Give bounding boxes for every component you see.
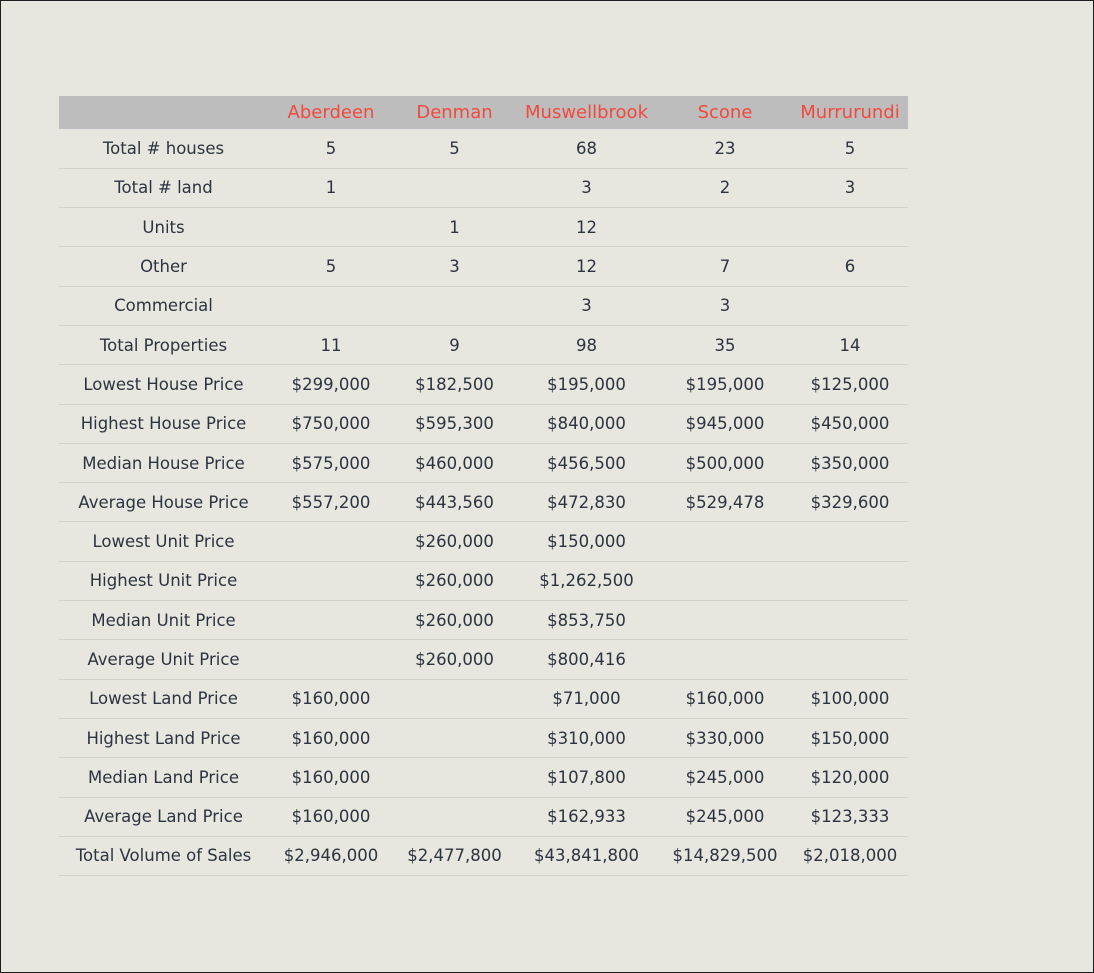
table-cell — [792, 601, 908, 640]
table-row — [59, 404, 908, 443]
property-sales-table — [59, 96, 908, 876]
table-cell — [658, 640, 792, 679]
table-row — [59, 679, 908, 718]
table-cell: $1,262,500 — [515, 561, 658, 600]
table-cell: 1 — [394, 208, 515, 247]
table-cell: $500,000 — [658, 443, 792, 482]
table-cell: $123,333 — [792, 797, 908, 836]
table-cell: $450,000 — [792, 404, 908, 443]
table-cell: $71,000 — [515, 679, 658, 718]
table-cell: 11 — [268, 325, 394, 364]
table-cell — [658, 208, 792, 247]
table-cell — [658, 561, 792, 600]
table-cell: $14,829,500 — [658, 836, 792, 875]
table-cell: 1 — [268, 168, 394, 207]
table-cell: $120,000 — [792, 758, 908, 797]
table-cell: 35 — [658, 325, 792, 364]
row-label: Median House Price — [59, 443, 268, 482]
table-row — [59, 640, 908, 679]
row-label: Total # land — [59, 168, 268, 207]
table-cell: $350,000 — [792, 443, 908, 482]
table-cell: $150,000 — [792, 718, 908, 757]
table-row — [59, 797, 908, 836]
table-row — [59, 601, 908, 640]
table-cell — [394, 797, 515, 836]
table-cell: 5 — [792, 129, 908, 168]
table-cell: $840,000 — [515, 404, 658, 443]
column-header-scone: Scone — [697, 102, 753, 123]
table-cell — [268, 522, 394, 561]
table-header-row — [59, 96, 908, 129]
table-cell: $160,000 — [268, 718, 394, 757]
table-cell: $125,000 — [792, 365, 908, 404]
row-label: Total Properties — [59, 325, 268, 364]
row-label: Average Unit Price — [59, 640, 268, 679]
table-cell: $575,000 — [268, 443, 394, 482]
table-cell: $2,477,800 — [394, 836, 515, 875]
table-cell — [792, 640, 908, 679]
table-row — [59, 247, 908, 286]
table-cell — [792, 561, 908, 600]
table-cell — [792, 286, 908, 325]
table-cell: $182,500 — [394, 365, 515, 404]
table-cell: $260,000 — [394, 522, 515, 561]
table-cell: 3 — [792, 168, 908, 207]
table-body — [59, 129, 908, 876]
row-label: Other — [59, 247, 268, 286]
table-cell: 14 — [792, 325, 908, 364]
table-cell — [268, 561, 394, 600]
table-cell — [268, 601, 394, 640]
table-cell: $853,750 — [515, 601, 658, 640]
table-cell — [658, 601, 792, 640]
table-cell: 6 — [792, 247, 908, 286]
table-cell: $245,000 — [658, 797, 792, 836]
table-cell: $162,933 — [515, 797, 658, 836]
table-cell — [792, 522, 908, 561]
table-cell: 3 — [394, 247, 515, 286]
table-row — [59, 561, 908, 600]
row-label: Lowest Unit Price — [59, 522, 268, 561]
table-cell: $329,600 — [792, 483, 908, 522]
table-cell: $595,300 — [394, 404, 515, 443]
table-cell: $2,946,000 — [268, 836, 394, 875]
table-cell — [394, 758, 515, 797]
table-row — [59, 758, 908, 797]
table-cell: $945,000 — [658, 404, 792, 443]
table-cell: 3 — [515, 286, 658, 325]
table-row — [59, 483, 908, 522]
row-label: Highest Land Price — [59, 718, 268, 757]
row-label: Total Volume of Sales — [59, 836, 268, 875]
table-cell: $472,830 — [515, 483, 658, 522]
table-cell: $330,000 — [658, 718, 792, 757]
table-cell — [394, 286, 515, 325]
table-cell: $529,478 — [658, 483, 792, 522]
table-cell: $43,841,800 — [515, 836, 658, 875]
table-row — [59, 443, 908, 482]
row-label: Units — [59, 208, 268, 247]
table-cell: $557,200 — [268, 483, 394, 522]
table-cell — [394, 679, 515, 718]
table-cell: 5 — [268, 129, 394, 168]
table-cell — [394, 718, 515, 757]
table-cell: $800,416 — [515, 640, 658, 679]
table-cell: 12 — [515, 208, 658, 247]
table-cell: 98 — [515, 325, 658, 364]
table-cell: 5 — [394, 129, 515, 168]
table-cell: $260,000 — [394, 640, 515, 679]
table-cell: $150,000 — [515, 522, 658, 561]
row-label: Median Land Price — [59, 758, 268, 797]
column-header-muswellbrook: Muswellbrook — [525, 102, 648, 123]
table-cell: $195,000 — [515, 365, 658, 404]
table-row — [59, 522, 908, 561]
table-cell: 2 — [658, 168, 792, 207]
table-cell: $160,000 — [658, 679, 792, 718]
table-cell: $2,018,000 — [792, 836, 908, 875]
table-row — [59, 836, 908, 875]
table-row — [59, 286, 908, 325]
table-cell: $195,000 — [658, 365, 792, 404]
table-cell: 9 — [394, 325, 515, 364]
table-cell: $245,000 — [658, 758, 792, 797]
table-cell: $460,000 — [394, 443, 515, 482]
table-row — [59, 168, 908, 207]
table-cell: $260,000 — [394, 601, 515, 640]
table-cell: $160,000 — [268, 758, 394, 797]
table-row — [59, 365, 908, 404]
row-label: Median Unit Price — [59, 601, 268, 640]
row-label: Total # houses — [59, 129, 268, 168]
table-cell — [394, 168, 515, 207]
table-cell — [268, 640, 394, 679]
table-cell: $260,000 — [394, 561, 515, 600]
row-label: Highest House Price — [59, 404, 268, 443]
row-label: Commercial — [59, 286, 268, 325]
table-cell: $107,800 — [515, 758, 658, 797]
table-cell: $100,000 — [792, 679, 908, 718]
column-header-denman: Denman — [416, 102, 493, 123]
table-row — [59, 325, 908, 364]
table-cell: 68 — [515, 129, 658, 168]
table-cell: 7 — [658, 247, 792, 286]
table-cell — [792, 208, 908, 247]
column-header-aberdeen: Aberdeen — [287, 102, 375, 123]
table-cell — [268, 286, 394, 325]
row-label: Average House Price — [59, 483, 268, 522]
row-label: Lowest Land Price — [59, 679, 268, 718]
table-cell: $160,000 — [268, 797, 394, 836]
table-cell: 23 — [658, 129, 792, 168]
table-cell: $750,000 — [268, 404, 394, 443]
table-cell: 12 — [515, 247, 658, 286]
row-label: Highest Unit Price — [59, 561, 268, 600]
table-cell: 5 — [268, 247, 394, 286]
table-cell: $443,560 — [394, 483, 515, 522]
column-header-murrurundi: Murrurundi — [800, 102, 900, 123]
table-cell — [658, 522, 792, 561]
row-label: Lowest House Price — [59, 365, 268, 404]
table-cell: $456,500 — [515, 443, 658, 482]
table-cell — [268, 208, 394, 247]
header-cell-blank — [59, 96, 268, 129]
table-cell: $299,000 — [268, 365, 394, 404]
table-cell: $160,000 — [268, 679, 394, 718]
table-row — [59, 129, 908, 168]
table-cell: $310,000 — [515, 718, 658, 757]
table-row — [59, 208, 908, 247]
row-label: Average Land Price — [59, 797, 268, 836]
table-cell: 3 — [658, 286, 792, 325]
table-cell: 3 — [515, 168, 658, 207]
table-row — [59, 718, 908, 757]
